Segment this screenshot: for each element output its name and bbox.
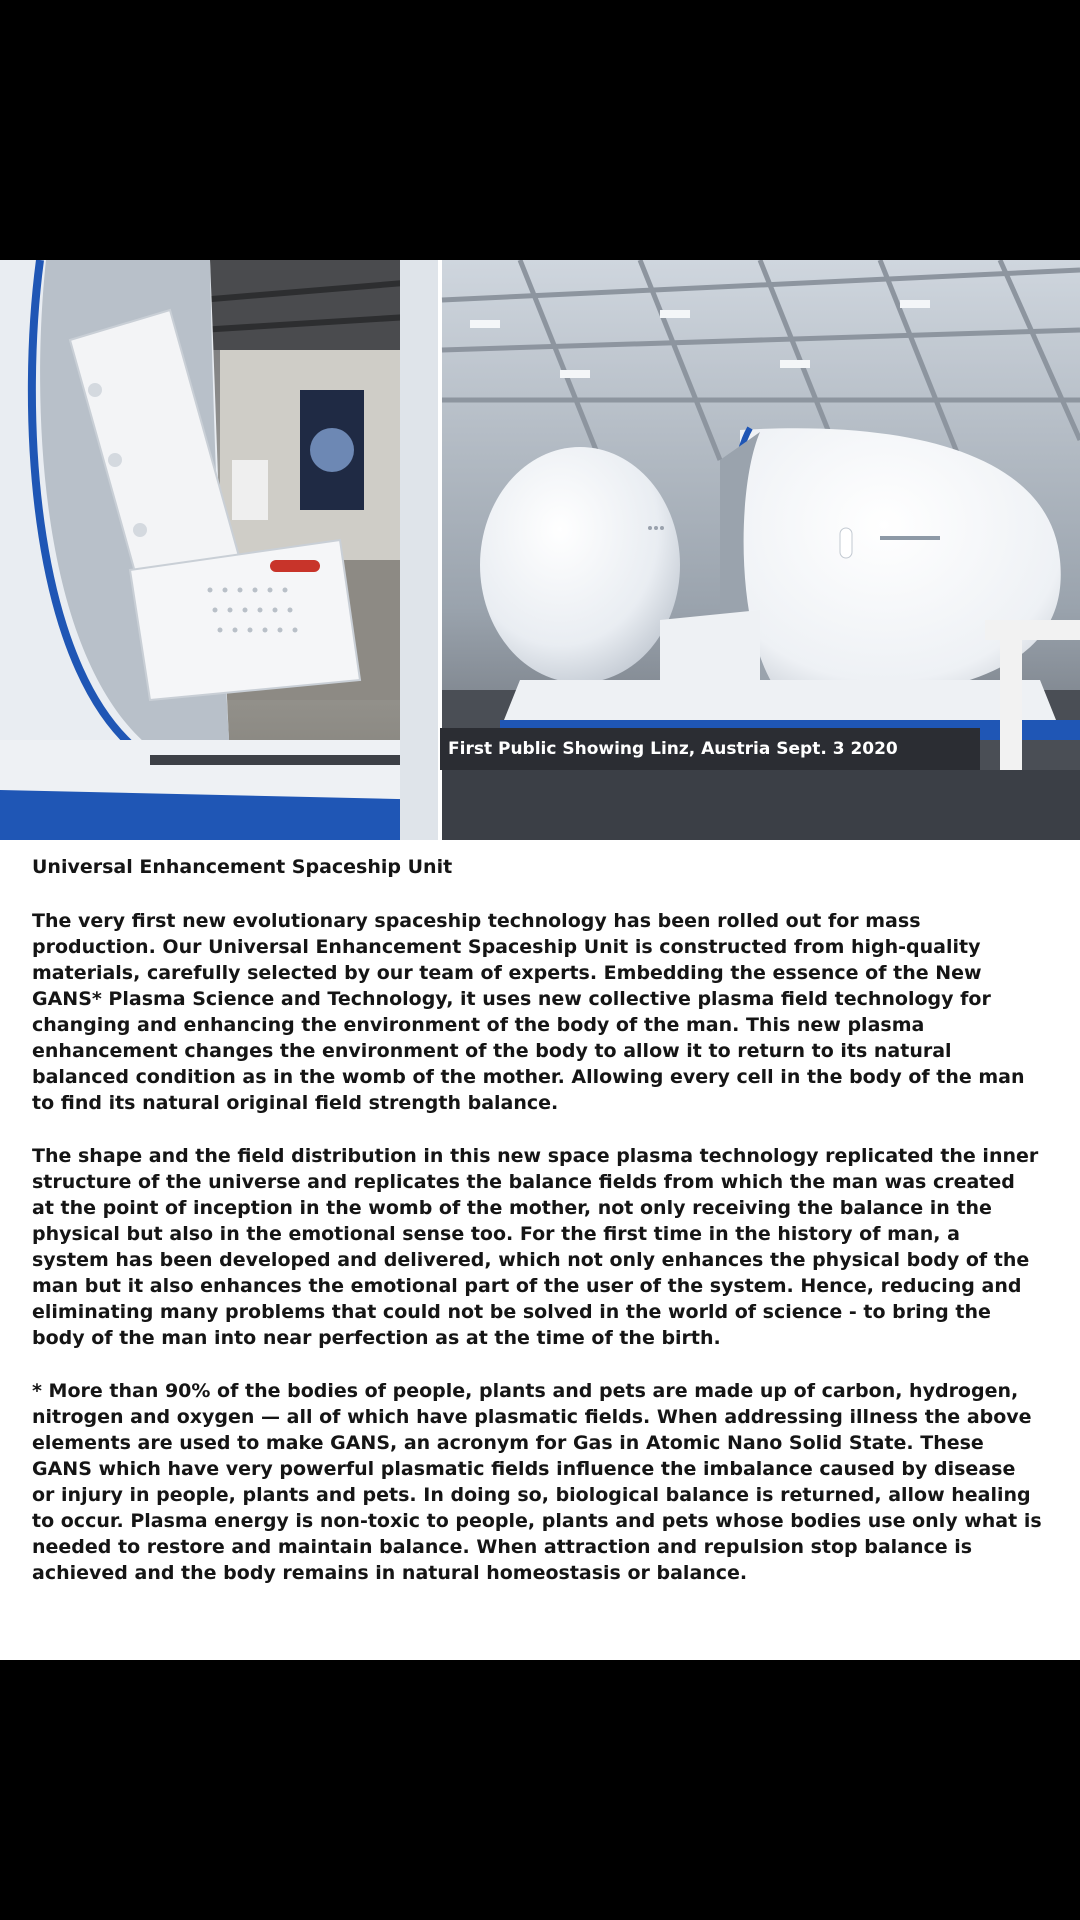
article-paragraph-1: The very first new evolutionary spaceship technology has been rolled out for mass production. Our Universal Enhancement Spaceship Unit is constructed from high-quality materials, carefully selected by our team of experts. Embedding the essence of the New GANS* Plasma Science and Technology, it uses new collective plasma field technology for changing and enhancing the environment of the body of the man. This new plasma enhancement changes the environment of the body to allow it to return to its natural balanced condition as in the womb of the mother. Allowing every cell in the body of the man to find its natural original field strength balance. <box>32 910 1025 1114</box>
bottom-black-bar <box>0 1660 1080 1920</box>
article-footnote: * More than 90% of the bodies of people, plants and pets are made up of carbon, hydrogen, nitrogen and oxygen — all of which have plasmatic fields. When addressing illness the above elements are used to make GANS, an acronym for Gas in Atomic Nano Solid State. These GANS which have very powerful plasmatic fields influence the imbalance caused by disease or injury in people, plants and pets. In doing so, biological balance is returned, allow healing to occur. Plasma energy is non-toxic to people, plants and pets whose bodies use only what is needed to restore and maintain balance. When attraction and repulsion stop balance is achieved and the body remains in natural homeostasis or balance. <box>32 1380 1042 1584</box>
article-title: Universal Enhancement Spaceship Unit <box>32 856 453 878</box>
left-photo-pod-interior <box>0 260 440 840</box>
article-text <box>32 854 1042 1613</box>
post-image <box>0 260 1080 1660</box>
article-paragraph-2: The shape and the field distribution in this new space plasma technology replicated the inner structure of the universe and replicates the balance fields from which the man was created at the point of inception in the womb of the mother, not only receiving the balance in the physical but also in the emotional sense too. For the first time in the history of man, a system has been developed and delivered, which not only enhances the physical body of the man but it also enhances the emotional part of the user of the system. Hence, reducing and eliminating many problems that could not be solved in the world of science - to bring the body of the man into near perfection as at the time of the birth. <box>32 1145 1039 1349</box>
spaceship-photo-collage <box>0 260 1080 840</box>
photo-caption: First Public Showing Linz, Austria Sept. 3 2020 <box>440 728 980 770</box>
top-black-bar <box>0 0 1080 260</box>
